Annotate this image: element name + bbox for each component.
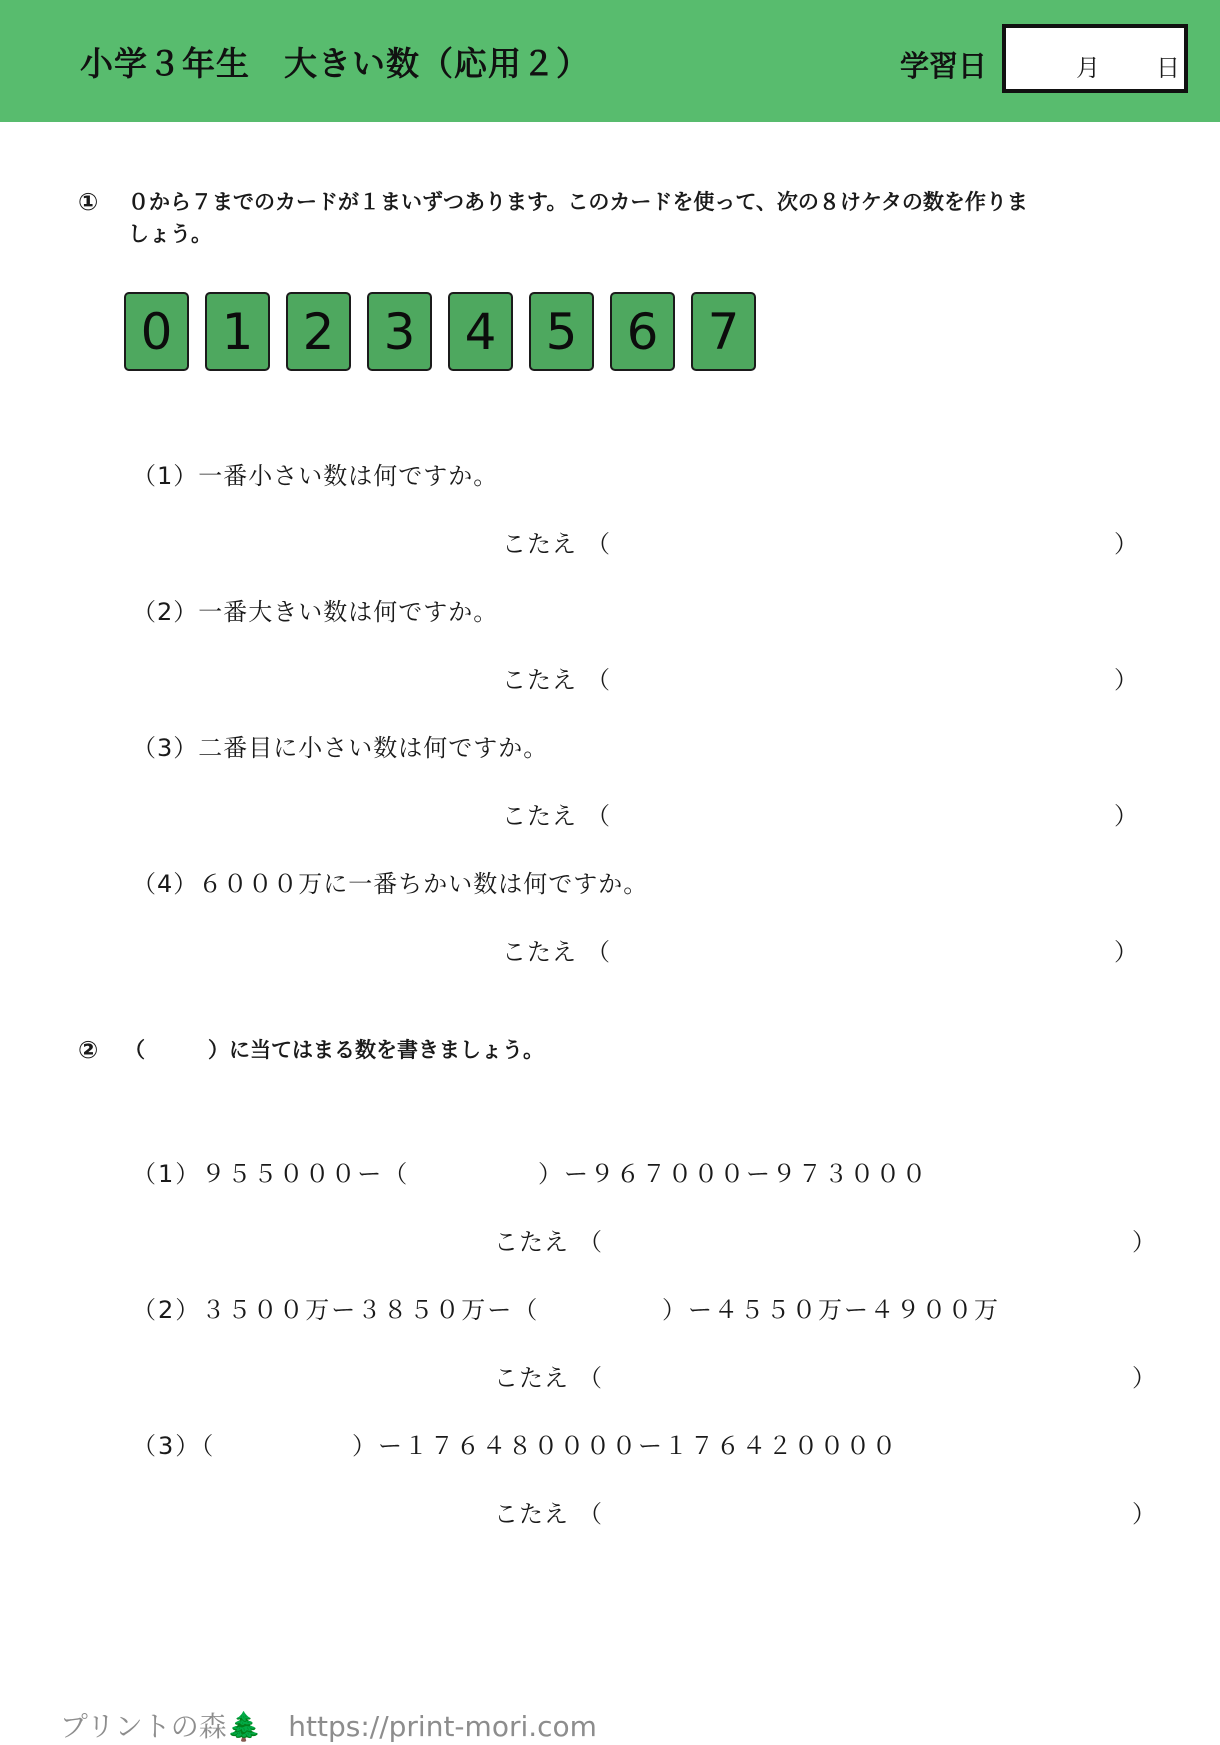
s2-question-2-suffix: ）ー４５５０万ー４９００万	[662, 1296, 1000, 1324]
footer-brand: プリントの森	[59, 1710, 227, 1743]
number-card: 5	[529, 292, 594, 371]
s2-question-1-suffix: ）ー９６７０００ー９７３０００	[538, 1160, 928, 1188]
number-card: 2	[286, 292, 351, 371]
s2-answer-paren-close-2: ）	[1132, 1364, 1156, 1392]
s1-answer-label-2: こたえ	[502, 666, 577, 694]
s1-answer-label-3: こたえ	[502, 802, 577, 830]
s1-question-2: （2）一番大きい数は何ですか。	[132, 598, 499, 626]
s1-question-4: （4）６０００万に一番ちかい数は何ですか。	[132, 870, 649, 898]
s1-question-3: （3）二番目に小さい数は何ですか。	[132, 734, 549, 762]
s1-answer-label-1: こたえ	[502, 530, 577, 558]
number-card: 1	[205, 292, 270, 371]
number-card: 0	[124, 292, 189, 371]
day-label: 日	[1156, 54, 1180, 82]
s2-answer-paren-open-2: （	[578, 1364, 602, 1392]
s2-answer-paren-open-3: （	[578, 1500, 602, 1528]
s1-question-1: （1）一番小さい数は何ですか。	[132, 462, 499, 490]
s1-answer-paren-open-4: （	[586, 938, 610, 966]
s1-answer-paren-open-2: （	[586, 666, 610, 694]
s2-answer-label-3: こたえ	[494, 1500, 569, 1528]
study-date-label: 学習日	[900, 49, 988, 83]
month-label: 月	[1076, 54, 1100, 82]
number-card: 4	[448, 292, 513, 371]
s1-answer-paren-open-3: （	[586, 802, 610, 830]
footer	[42, 1672, 597, 1745]
s1-answer-paren-close-4: ）	[1114, 938, 1138, 966]
s2-answer-paren-close-3: ）	[1132, 1500, 1156, 1528]
s2-question-3-suffix: ）ー１７６４８００００ー１７６４２００００	[352, 1432, 898, 1460]
s2-answer-paren-close-1: ）	[1132, 1228, 1156, 1256]
s1-answer-paren-close-2: ）	[1114, 666, 1138, 694]
s1-answer-paren-close-1: ）	[1114, 530, 1138, 558]
number-card: 6	[610, 292, 675, 371]
section2-instruction: （ ）に当てはまる数を書きましょう。	[124, 1038, 544, 1062]
s1-answer-paren-open-1: （	[586, 530, 610, 558]
number-card: 7	[691, 292, 756, 371]
s2-answer-paren-open-1: （	[578, 1228, 602, 1256]
s2-answer-label-2: こたえ	[494, 1364, 569, 1392]
s2-question-2-prefix: （2）３５００万ー３８５０万ー（	[132, 1296, 540, 1324]
section1-instruction-line2: しょう。	[128, 222, 212, 246]
section1-instruction-line1: ０から７までのカードが１まいずつあります。このカードを使って、次の８けケタの数を作りま	[128, 190, 1028, 214]
section2-number: ②	[78, 1036, 99, 1064]
footer-url-link[interactable]: https://print-mori.com	[288, 1710, 597, 1743]
s2-answer-label-1: こたえ	[494, 1228, 569, 1256]
header-bar	[0, 0, 1220, 122]
s2-question-1-prefix: （1）９５５０００ー（	[132, 1160, 410, 1188]
section1-number: ①	[78, 188, 99, 216]
tree-icon: 🌲	[226, 1710, 262, 1743]
s1-answer-label-4: こたえ	[502, 938, 577, 966]
page-title: 小学３年生 大きい数（応用２）	[80, 44, 590, 83]
number-card: 3	[367, 292, 432, 371]
study-date-box[interactable]	[1002, 24, 1188, 93]
s1-answer-paren-close-3: ）	[1114, 802, 1138, 830]
s2-question-3-prefix: （3）（	[132, 1432, 216, 1460]
